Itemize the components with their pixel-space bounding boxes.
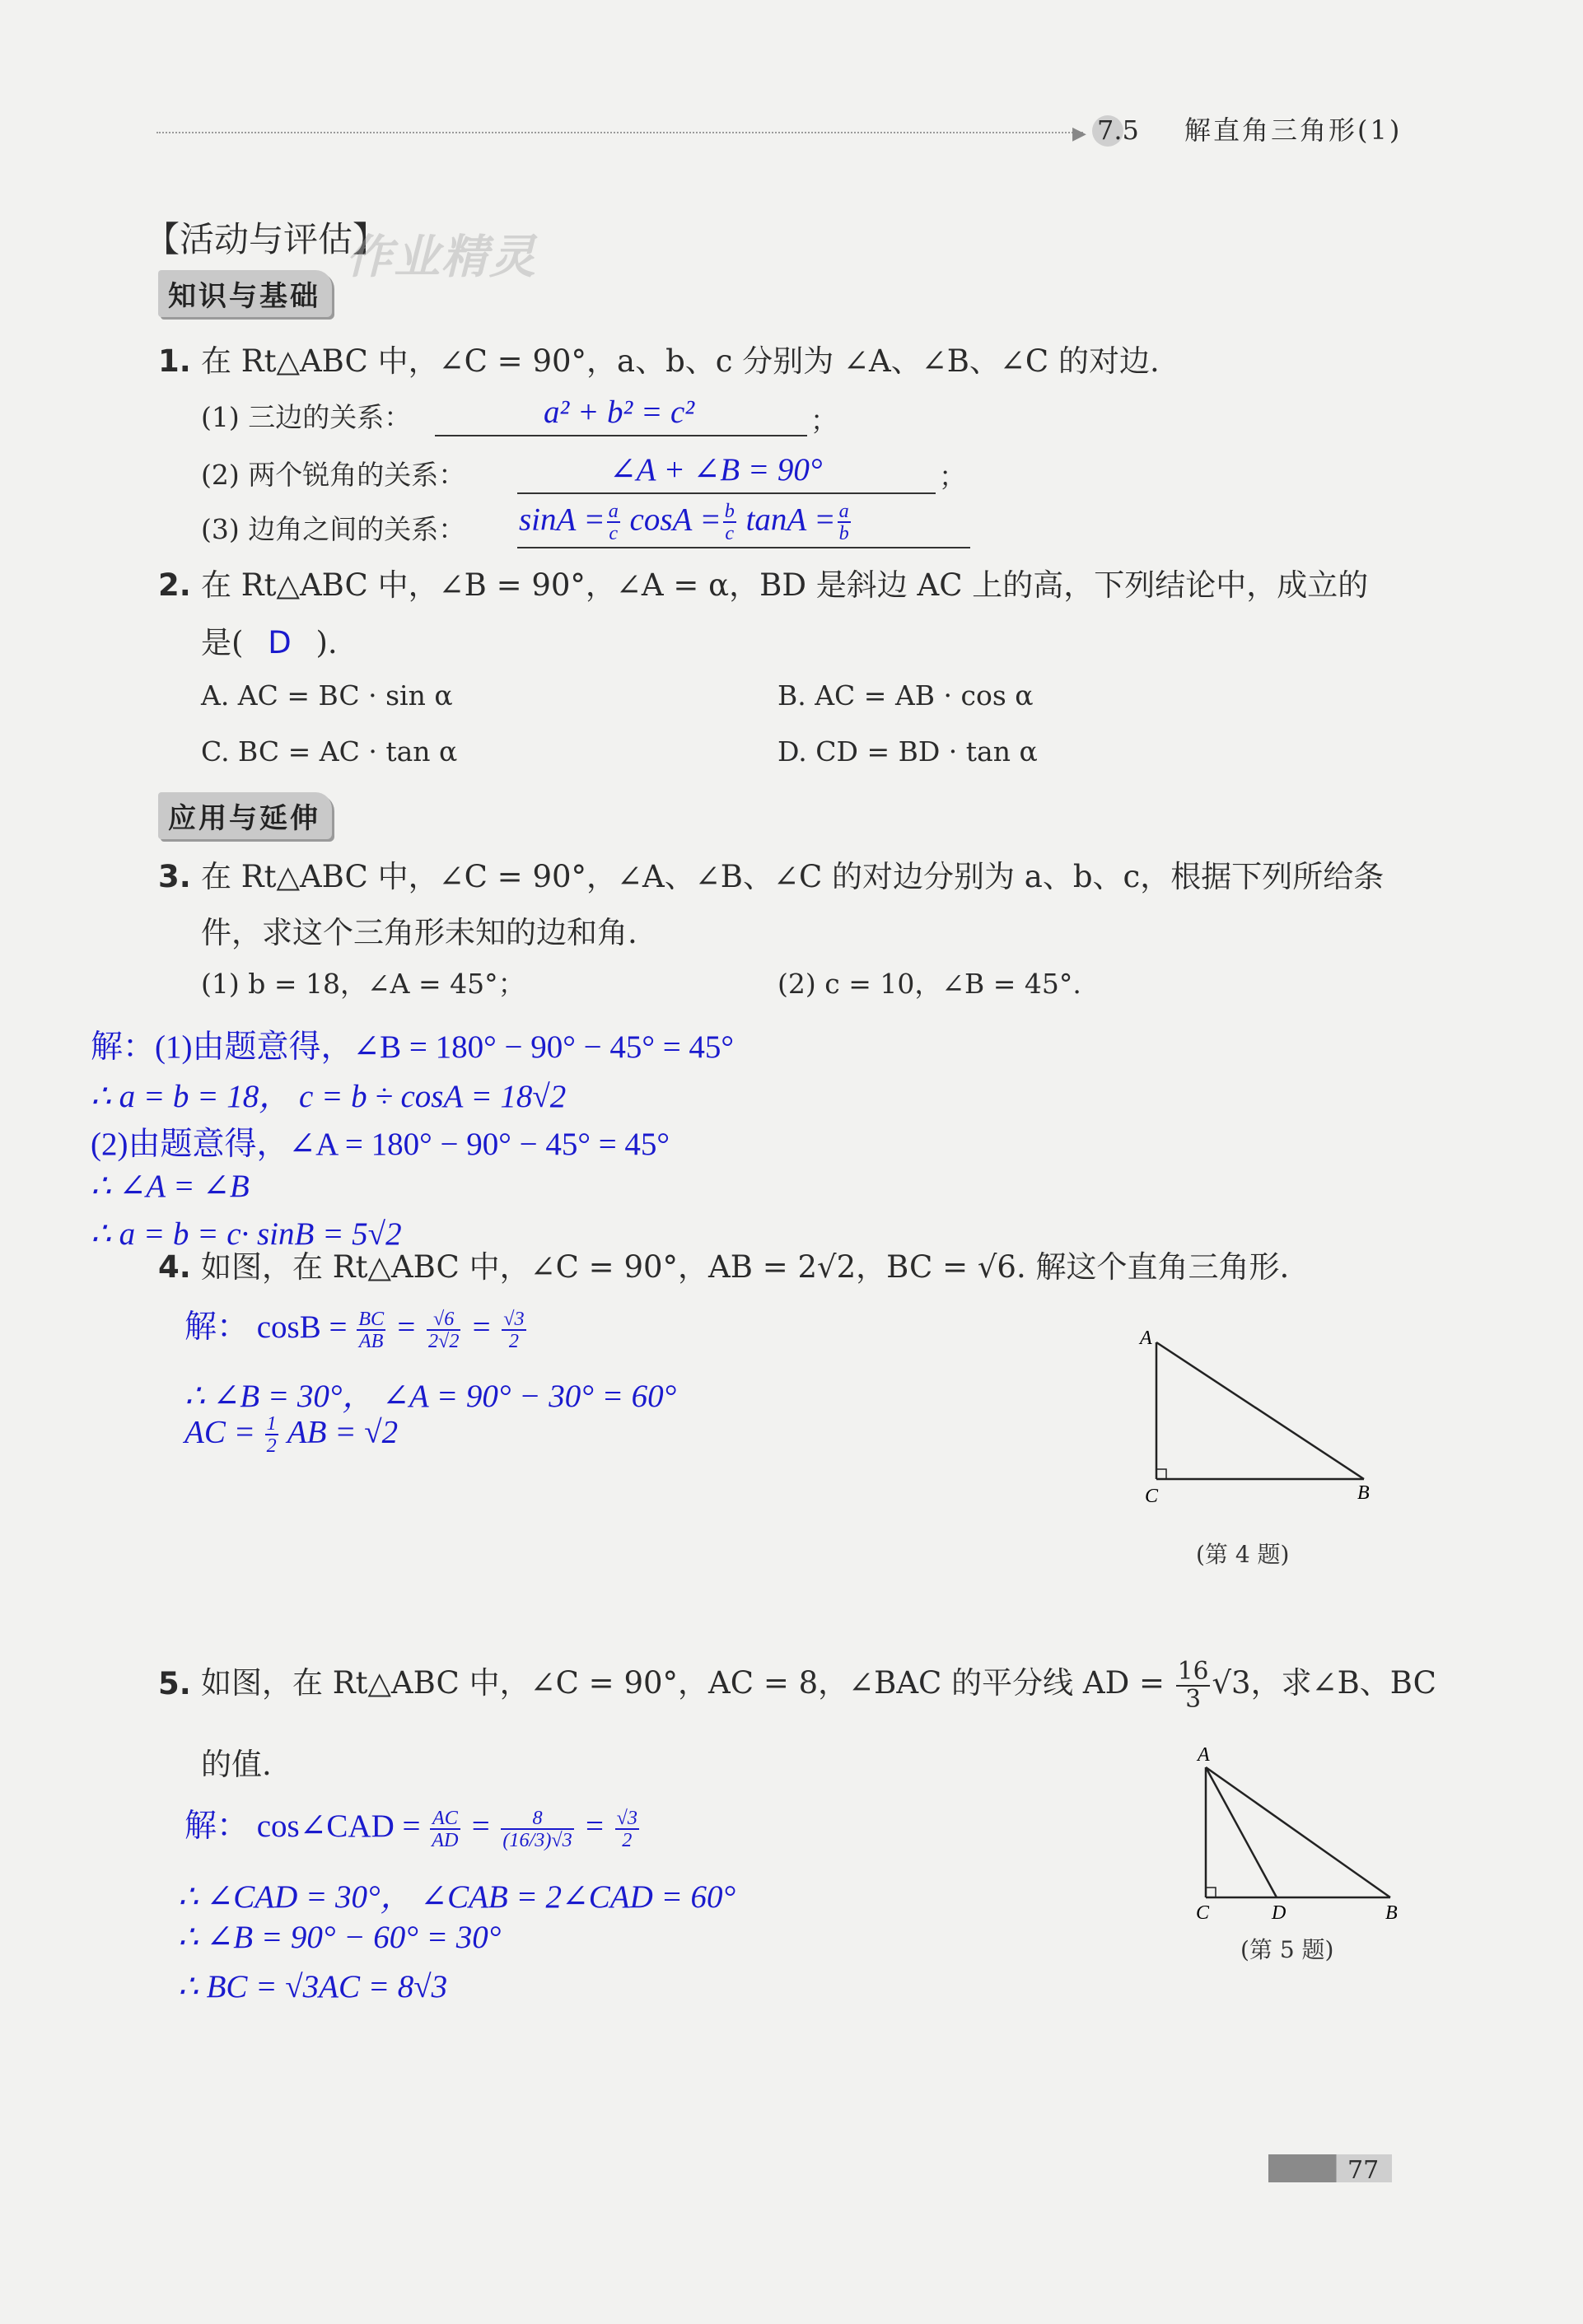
frac-num: AC [430,1808,460,1830]
side-ab [1156,1342,1364,1479]
q1-p2-label: (2) 两个锐角的关系： [201,459,466,491]
q4-solution-line2: ∴ ∠B = 30°， ∠A = 90° − 30° = 60° [184,1379,677,1414]
q4-number: 4. [158,1249,191,1285]
q5-sol-prefix: 解： cos∠CAD = [184,1808,421,1844]
frac-den: b [838,522,849,545]
frac-num: 16 [1177,1657,1209,1686]
q5-stem-prefix: 如图，在 Rt△ABC 中，∠C = 90°，AC = 8，∠BAC 的平分线 AD = [201,1665,1165,1701]
q1-p1-end: ； [810,404,838,436]
q3-solution-line2: ∴ a = b = 18， c = b ÷ cosA = 18√2 [91,1079,567,1114]
q5-stem-suffix: √3，求∠B、BC [1212,1665,1436,1701]
frac-den: 3 [1185,1684,1202,1713]
q1-sin-answer: sinA = [519,502,605,538]
q2-stem-line2 [201,625,338,660]
q2-number: 2. [158,567,191,603]
frac-den: AD [432,1829,459,1852]
frac-num: 1 [266,1412,277,1435]
right-angle-mark [1156,1469,1166,1479]
q4-solution-line1: 解： cosB = $\frac{BC}{AB}$ = $\frac{√6}{2√2}$ = $\frac{√3}{2}$ [184,1307,525,1353]
q1-p2-answer: ∠A + ∠B = 90° [609,452,823,488]
q4-figure-caption: (第 4 题) [1196,1541,1290,1568]
q5-stem-line1 [201,1650,1436,1716]
vertex-a-label: A [1140,1328,1152,1349]
q1-stem: 在 Rt△ABC 中，∠C = 90°，a、b、c 分别为 ∠A、∠B、∠C 的对边. [201,343,1160,379]
frac-num: √3 [616,1806,637,1829]
q3-number: 3. [158,859,191,894]
header-arrow-icon: ▶ [1072,124,1086,144]
q1-p3-label: (3) 边角之间的关系： [201,513,466,545]
frac-num: √3 [503,1307,525,1330]
frac-num: a [838,500,849,522]
q4-sol-prefix: 解： cosB = [184,1309,348,1345]
q1-tan-answer: tanA = [745,502,836,538]
q5-solution-line1: 解： cos∠CAD = $\frac{AC}{AD}$ = $\frac{8}{(16/3)√3}$ = $\frac{√3}{2}$ [184,1806,637,1852]
vertex-b-label: B [1357,1482,1370,1504]
frac-den: c [609,522,619,545]
q5-figure-caption: (第 5 题) [1240,1936,1334,1963]
q2-paren-open: 是( [201,625,244,660]
frac-den: 2 [508,1330,519,1353]
q2-option-d: D. CD = BD · tan α [777,735,1038,768]
q4-triangle-figure [1128,1318,1375,1515]
q2-paren-close: ). [315,625,338,660]
frac-den: (16/3)√3 [502,1829,572,1852]
q3-stem-line1: 在 Rt△ABC 中，∠C = 90°，∠A、∠B、∠C 的对边分别为 a、b、c，根据下列所给条 [201,859,1385,894]
badge-basics: 知识与基础 [158,270,332,317]
q3-solution-line1: 解：(1)由题意得，∠B = 180° − 90° − 45° = 45° [91,1029,735,1065]
q5-stem-line2: 的值. [201,1747,272,1782]
frac-den: c [725,522,735,545]
header-dotted-line [156,132,1083,133]
watermark-text: 作业精灵 [346,231,537,284]
frac-den: AB [358,1330,384,1353]
q2-option-c: C. BC = AC · tan α [201,735,458,768]
badge-application: 应用与延伸 [158,792,332,839]
q5-triangle-figure [1178,1743,1408,1924]
frac-num: a [608,500,619,522]
section-heading: 【活动与评估】 [145,219,388,259]
section-number: 7.5 [1097,114,1139,146]
q2-option-b: B. AC = AB · cos α [777,679,1034,712]
q2-answer: D [268,625,292,660]
right-angle-mark [1206,1888,1216,1897]
q2-stem-line1: 在 Rt△ABC 中，∠B = 90°，∠A = α，BD 是斜边 AC 上的高，下列结论中，成立的 [201,567,1369,603]
q1-p1-answer: a² + b² = c² [544,394,695,430]
q3-part1: (1) b = 18，∠A = 45°； [201,968,525,1000]
q3-solution-line4: ∴ ∠A = ∠B [91,1169,250,1204]
frac-num: √6 [427,1309,460,1331]
vertex-a-label: A [1198,1744,1210,1766]
q5-number: 5. [158,1666,191,1701]
vertex-d-label: D [1272,1902,1286,1924]
vertex-b-label: B [1385,1902,1398,1924]
bisector-ad [1206,1767,1277,1897]
frac-den: 2√2 [427,1330,460,1353]
side-ab [1206,1767,1390,1897]
page-number: 77 [1347,2156,1380,2185]
frac-num: 8 [501,1808,573,1830]
frac-num: BC [358,1307,385,1330]
q5-solution-line3: ∴ ∠B = 90° − 60° = 30° [178,1920,502,1955]
frac-den: 2 [622,1829,633,1852]
q3-solution-line3: (2)由题意得，∠A = 180° − 90° − 45° = 45° [91,1127,670,1162]
vertex-c-label: C [1196,1902,1210,1924]
q1-number: 1. [158,343,191,379]
frac-den: 2 [266,1435,277,1458]
q1-p2-end: ； [939,460,966,492]
q4-sol3-prefix: AC = [184,1414,255,1450]
q2-option-a: A. AC = BC · sin α [201,679,453,712]
q3-solution-line5: ∴ a = b = c· sinB = 5√2 [91,1216,402,1252]
q4-stem: 如图，在 Rt△ABC 中，∠C = 90°，AB = 2√2，BC = √6. 解这个直角三角形. [201,1249,1290,1285]
q1-p1-label: (1) 三边的关系： [201,401,412,433]
q1-p3-blank [517,547,970,548]
q5-solution-line2: ∴ ∠CAD = 30°， ∠CAB = 2∠CAD = 60° [178,1879,736,1915]
q1-p2-blank [517,492,936,494]
q1-p3-answers [519,501,852,544]
q5-solution-line4: ∴ BC = √3AC = 8√3 [178,1969,448,2004]
q3-stem-line2: 件，求这个三角形未知的边和角. [201,915,637,950]
section-title: 解直角三角形(1) [1184,114,1403,146]
frac-num: b [724,500,735,522]
q4-sol3-suffix: AB = √2 [287,1414,399,1450]
q3-part2: (2) c = 10，∠B = 45°. [777,968,1081,1000]
q1-p1-blank [435,435,807,436]
q1-cos-answer: cosA = [629,502,721,538]
q4-solution-line3 [184,1413,398,1457]
vertex-c-label: C [1145,1486,1159,1507]
